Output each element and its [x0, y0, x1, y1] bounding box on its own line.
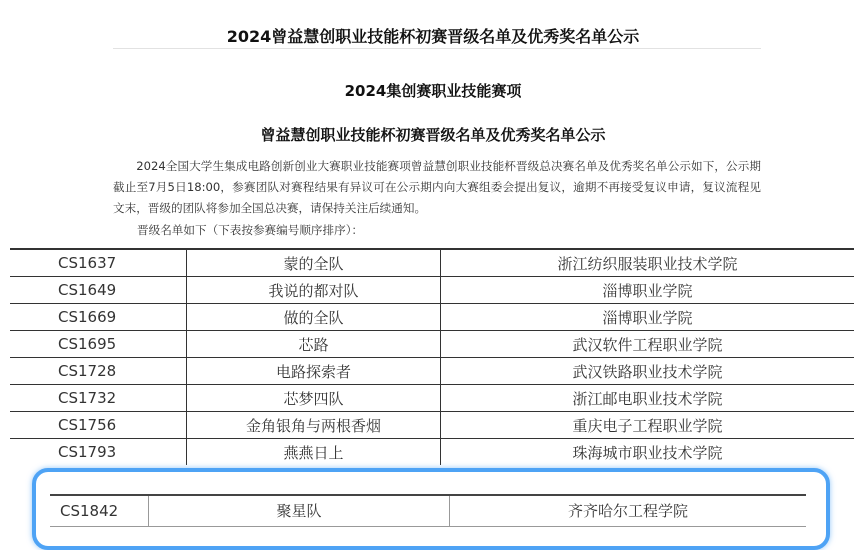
page-title: 2024曾益慧创职业技能杯初赛晋级名单及优秀奖名单公示: [226, 27, 640, 46]
school-name: 齐齐哈尔工程学院: [449, 496, 806, 526]
entry-id: CS1793: [10, 439, 187, 466]
team-name: 做的全队: [187, 304, 441, 331]
table-row: [10, 439, 854, 466]
team-name: 聚星队: [148, 496, 449, 526]
table-row: [10, 385, 854, 412]
table-row: [10, 304, 854, 331]
entry-id: CS1649: [10, 277, 187, 304]
school-name: 浙江纺织服装职业技术学院: [441, 249, 855, 277]
table-row: [10, 277, 854, 304]
school-name: 淄博职业学院: [441, 304, 855, 331]
entry-id: CS1695: [10, 331, 187, 358]
entry-id: CS1728: [10, 358, 187, 385]
school-name: 武汉软件工程职业学院: [441, 331, 855, 358]
table-row: [10, 331, 854, 358]
team-name: 燕燕日上: [187, 439, 441, 466]
subsection-heading: 曾益慧创职业技能杯初赛晋级名单及优秀奖名单公示: [260, 126, 606, 144]
school-name: 浙江邮电职业技术学院: [441, 385, 855, 412]
school-name: 淄博职业学院: [441, 277, 855, 304]
results-table: [10, 248, 854, 465]
team-name: 我说的都对队: [187, 277, 441, 304]
school-name: 珠海城市职业技术学院: [441, 439, 855, 466]
entry-id: CS1732: [10, 385, 187, 412]
entry-id: CS1669: [10, 304, 187, 331]
team-name: 芯路: [187, 331, 441, 358]
team-name: 电路探索者: [187, 358, 441, 385]
entry-id: CS1756: [10, 412, 187, 439]
list-intro: 晋级名单如下（下表按参赛编号顺序排序）：: [137, 223, 364, 237]
section-heading: 2024集创赛职业技能赛项: [344, 82, 522, 100]
title-divider: [113, 48, 761, 49]
team-name: 芯梦四队: [187, 385, 441, 412]
highlighted-row: [50, 494, 806, 527]
team-name: 蒙的全队: [187, 249, 441, 277]
table-row: [10, 249, 854, 277]
table-row: [10, 358, 854, 385]
announcement-paragraph: 2024全国大学生集成电路创新创业大赛职业技能赛项曾益慧创职业技能杯晋级总决赛名单及优秀奖名单公示如下，公示期截止至7月5日18:00，参赛团队对赛程结果有异议可在公示期内向大赛组委会提出复议，逾期不再接受复议申请，复议流程见文末，晋级的团队将参加全国总决赛，请保持关注后续通知。: [113, 159, 761, 215]
school-name: 武汉铁路职业技术学院: [441, 358, 855, 385]
team-name: 金角银角与两根香烟: [187, 412, 441, 439]
school-name: 重庆电子工程职业学院: [441, 412, 855, 439]
entry-id: CS1842: [60, 502, 119, 520]
entry-id: CS1637: [10, 249, 187, 277]
table-row: [10, 412, 854, 439]
